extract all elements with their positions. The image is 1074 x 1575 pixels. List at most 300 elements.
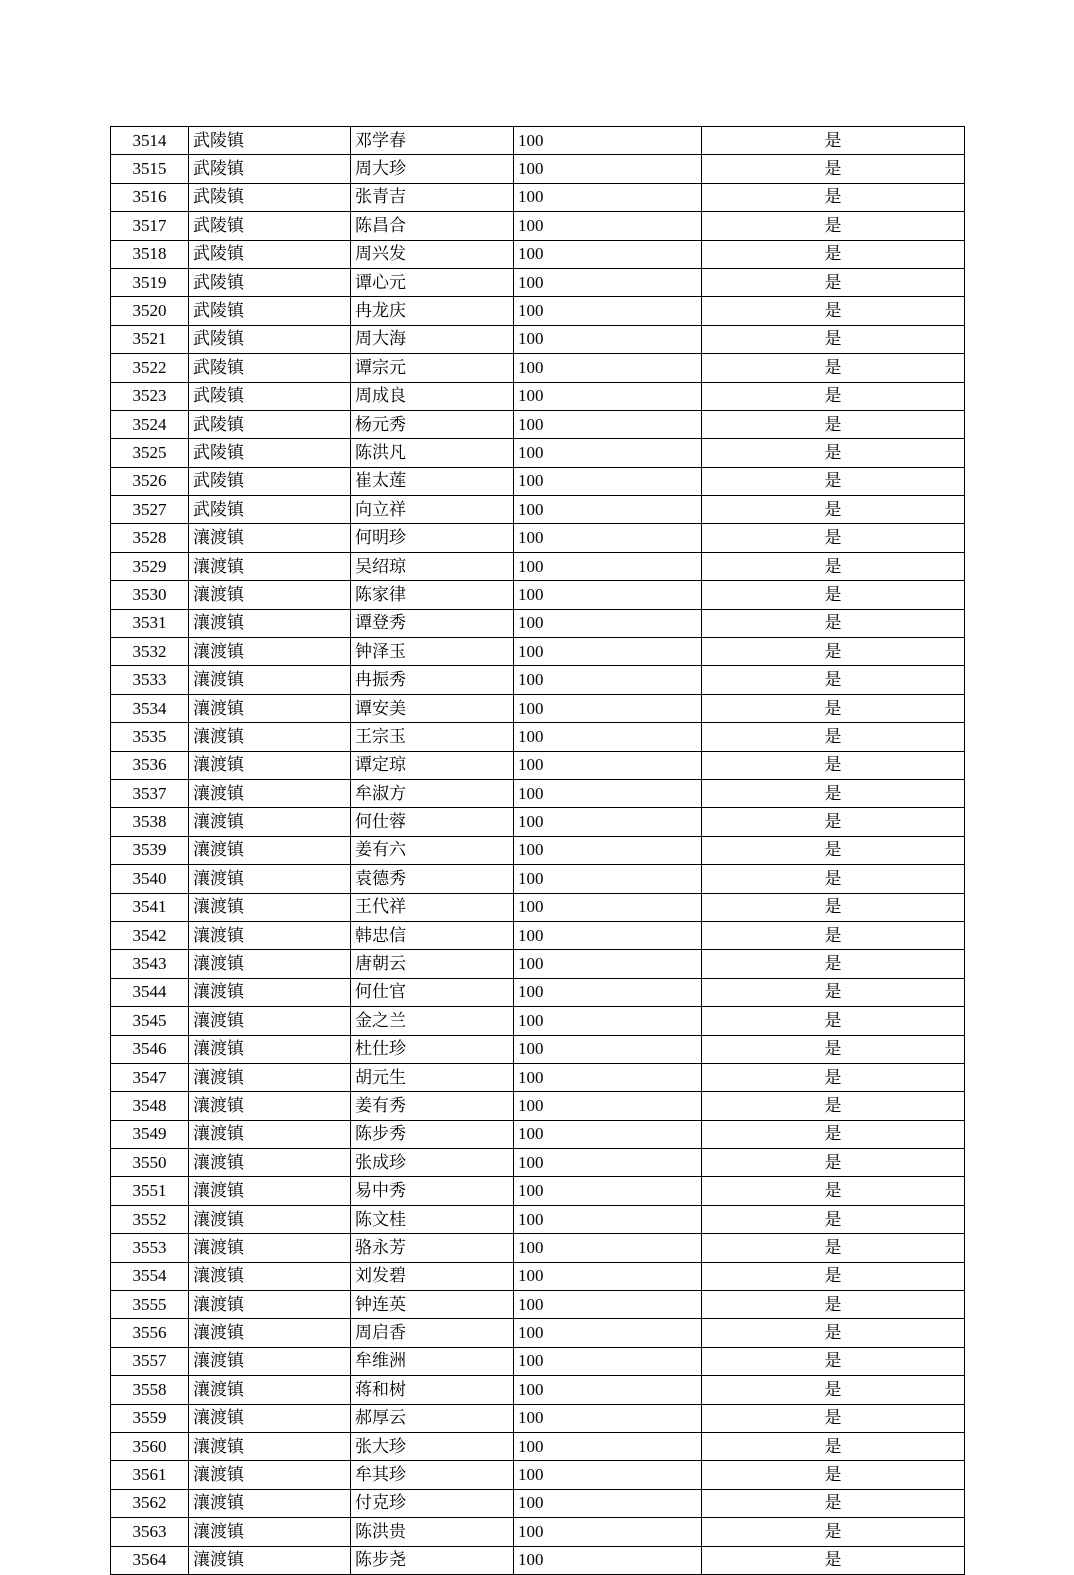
row-town-cell: 瀼渡镇 xyxy=(189,609,351,637)
row-amount-cell: 100 xyxy=(514,382,702,410)
row-flag-cell: 是 xyxy=(702,779,965,807)
table-row xyxy=(111,638,965,666)
table-row xyxy=(111,183,965,211)
row-town-cell: 瀼渡镇 xyxy=(189,694,351,722)
row-amount-cell: 100 xyxy=(514,240,702,268)
row-name-cell: 谭心元 xyxy=(351,268,514,296)
row-id-cell: 3545 xyxy=(111,1007,189,1035)
row-name-cell: 周成良 xyxy=(351,382,514,410)
row-town-cell: 瀼渡镇 xyxy=(189,893,351,921)
row-name-cell: 谭登秀 xyxy=(351,609,514,637)
row-name-cell: 陈昌合 xyxy=(351,212,514,240)
row-amount-cell: 100 xyxy=(514,638,702,666)
row-flag-cell: 是 xyxy=(702,183,965,211)
row-town-cell: 瀼渡镇 xyxy=(189,1291,351,1319)
row-amount-cell: 100 xyxy=(514,467,702,495)
table-row xyxy=(111,836,965,864)
row-amount-cell: 100 xyxy=(514,1546,702,1574)
row-town-cell: 武陵镇 xyxy=(189,325,351,353)
row-town-cell: 瀼渡镇 xyxy=(189,1347,351,1375)
table-row xyxy=(111,382,965,410)
row-id-cell: 3553 xyxy=(111,1234,189,1262)
row-flag-cell: 是 xyxy=(702,1461,965,1489)
row-flag-cell: 是 xyxy=(702,1262,965,1290)
row-name-cell: 张青吉 xyxy=(351,183,514,211)
row-id-cell: 3559 xyxy=(111,1404,189,1432)
row-town-cell: 瀼渡镇 xyxy=(189,1007,351,1035)
row-name-cell: 陈洪凡 xyxy=(351,439,514,467)
row-amount-cell: 100 xyxy=(514,751,702,779)
table-row xyxy=(111,950,965,978)
row-id-cell: 3516 xyxy=(111,183,189,211)
table-row xyxy=(111,581,965,609)
table-row xyxy=(111,496,965,524)
row-flag-cell: 是 xyxy=(702,893,965,921)
table-row xyxy=(111,325,965,353)
row-town-cell: 瀼渡镇 xyxy=(189,1120,351,1148)
row-amount-cell: 100 xyxy=(514,127,702,155)
row-flag-cell: 是 xyxy=(702,155,965,183)
row-town-cell: 瀼渡镇 xyxy=(189,1205,351,1233)
row-flag-cell: 是 xyxy=(702,865,965,893)
row-id-cell: 3549 xyxy=(111,1120,189,1148)
table-row xyxy=(111,808,965,836)
row-id-cell: 3528 xyxy=(111,524,189,552)
row-amount-cell: 100 xyxy=(514,723,702,751)
row-name-cell: 付克珍 xyxy=(351,1489,514,1517)
table-row xyxy=(111,1291,965,1319)
row-name-cell: 蒋和树 xyxy=(351,1376,514,1404)
row-id-cell: 3529 xyxy=(111,552,189,580)
row-flag-cell: 是 xyxy=(702,1404,965,1432)
row-flag-cell: 是 xyxy=(702,1177,965,1205)
row-town-cell: 武陵镇 xyxy=(189,183,351,211)
row-amount-cell: 100 xyxy=(514,921,702,949)
table-row xyxy=(111,1404,965,1432)
row-name-cell: 邓学春 xyxy=(351,127,514,155)
row-town-cell: 瀼渡镇 xyxy=(189,1262,351,1290)
table-row xyxy=(111,127,965,155)
row-amount-cell: 100 xyxy=(514,439,702,467)
row-id-cell: 3521 xyxy=(111,325,189,353)
row-flag-cell: 是 xyxy=(702,1120,965,1148)
row-name-cell: 冉龙庆 xyxy=(351,297,514,325)
row-flag-cell: 是 xyxy=(702,950,965,978)
table-row xyxy=(111,779,965,807)
table-row xyxy=(111,240,965,268)
row-flag-cell: 是 xyxy=(702,1035,965,1063)
row-name-cell: 牟其珍 xyxy=(351,1461,514,1489)
table-row xyxy=(111,155,965,183)
row-name-cell: 刘发碧 xyxy=(351,1262,514,1290)
row-id-cell: 3546 xyxy=(111,1035,189,1063)
row-amount-cell: 100 xyxy=(514,893,702,921)
row-amount-cell: 100 xyxy=(514,1461,702,1489)
row-town-cell: 武陵镇 xyxy=(189,410,351,438)
row-town-cell: 瀼渡镇 xyxy=(189,1063,351,1091)
row-flag-cell: 是 xyxy=(702,666,965,694)
row-id-cell: 3517 xyxy=(111,212,189,240)
table-row xyxy=(111,1149,965,1177)
row-town-cell: 武陵镇 xyxy=(189,439,351,467)
row-amount-cell: 100 xyxy=(514,1489,702,1517)
row-id-cell: 3527 xyxy=(111,496,189,524)
table-row xyxy=(111,1432,965,1460)
row-flag-cell: 是 xyxy=(702,1205,965,1233)
row-amount-cell: 100 xyxy=(514,1149,702,1177)
table-row xyxy=(111,1376,965,1404)
row-id-cell: 3556 xyxy=(111,1319,189,1347)
table-row xyxy=(111,524,965,552)
table-row xyxy=(111,978,965,1006)
row-name-cell: 陈步秀 xyxy=(351,1120,514,1148)
row-flag-cell: 是 xyxy=(702,751,965,779)
row-flag-cell: 是 xyxy=(702,694,965,722)
table-row xyxy=(111,1347,965,1375)
row-amount-cell: 100 xyxy=(514,1205,702,1233)
row-id-cell: 3533 xyxy=(111,666,189,694)
row-name-cell: 吴绍琼 xyxy=(351,552,514,580)
row-name-cell: 王代祥 xyxy=(351,893,514,921)
table-row xyxy=(111,1489,965,1517)
table-row xyxy=(111,1518,965,1546)
row-amount-cell: 100 xyxy=(514,1120,702,1148)
row-id-cell: 3522 xyxy=(111,354,189,382)
row-id-cell: 3562 xyxy=(111,1489,189,1517)
table-row xyxy=(111,1007,965,1035)
row-id-cell: 3530 xyxy=(111,581,189,609)
table-row xyxy=(111,1120,965,1148)
row-town-cell: 武陵镇 xyxy=(189,382,351,410)
table-row xyxy=(111,1035,965,1063)
row-amount-cell: 100 xyxy=(514,212,702,240)
row-flag-cell: 是 xyxy=(702,1376,965,1404)
row-name-cell: 胡元生 xyxy=(351,1063,514,1091)
row-id-cell: 3557 xyxy=(111,1347,189,1375)
row-flag-cell: 是 xyxy=(702,467,965,495)
row-amount-cell: 100 xyxy=(514,836,702,864)
row-amount-cell: 100 xyxy=(514,1035,702,1063)
row-id-cell: 3542 xyxy=(111,921,189,949)
row-flag-cell: 是 xyxy=(702,325,965,353)
row-name-cell: 钟泽玉 xyxy=(351,638,514,666)
row-name-cell: 周大珍 xyxy=(351,155,514,183)
row-town-cell: 武陵镇 xyxy=(189,155,351,183)
row-amount-cell: 100 xyxy=(514,1404,702,1432)
table-row xyxy=(111,1234,965,1262)
row-amount-cell: 100 xyxy=(514,865,702,893)
row-flag-cell: 是 xyxy=(702,1489,965,1517)
row-town-cell: 瀼渡镇 xyxy=(189,723,351,751)
row-town-cell: 武陵镇 xyxy=(189,467,351,495)
row-id-cell: 3539 xyxy=(111,836,189,864)
row-id-cell: 3524 xyxy=(111,410,189,438)
row-name-cell: 何仕蓉 xyxy=(351,808,514,836)
row-id-cell: 3518 xyxy=(111,240,189,268)
table-row xyxy=(111,354,965,382)
row-town-cell: 武陵镇 xyxy=(189,240,351,268)
row-amount-cell: 100 xyxy=(514,552,702,580)
row-town-cell: 瀼渡镇 xyxy=(189,1489,351,1517)
row-flag-cell: 是 xyxy=(702,1234,965,1262)
row-flag-cell: 是 xyxy=(702,921,965,949)
row-name-cell: 何明珍 xyxy=(351,524,514,552)
table-row xyxy=(111,1177,965,1205)
table-row xyxy=(111,297,965,325)
row-town-cell: 瀼渡镇 xyxy=(189,1149,351,1177)
row-name-cell: 韩忠信 xyxy=(351,921,514,949)
table-row xyxy=(111,1461,965,1489)
row-id-cell: 3550 xyxy=(111,1149,189,1177)
row-flag-cell: 是 xyxy=(702,1291,965,1319)
table-row xyxy=(111,751,965,779)
table-row xyxy=(111,212,965,240)
row-flag-cell: 是 xyxy=(702,638,965,666)
row-amount-cell: 100 xyxy=(514,1347,702,1375)
row-id-cell: 3535 xyxy=(111,723,189,751)
roster-table xyxy=(110,126,965,1575)
row-id-cell: 3554 xyxy=(111,1262,189,1290)
table-row xyxy=(111,723,965,751)
row-name-cell: 姜有秀 xyxy=(351,1092,514,1120)
row-id-cell: 3514 xyxy=(111,127,189,155)
row-name-cell: 崔太莲 xyxy=(351,467,514,495)
row-town-cell: 瀼渡镇 xyxy=(189,865,351,893)
row-amount-cell: 100 xyxy=(514,1518,702,1546)
row-amount-cell: 100 xyxy=(514,950,702,978)
table-row xyxy=(111,467,965,495)
row-id-cell: 3555 xyxy=(111,1291,189,1319)
table-row xyxy=(111,1262,965,1290)
row-name-cell: 陈洪贵 xyxy=(351,1518,514,1546)
row-amount-cell: 100 xyxy=(514,978,702,1006)
row-amount-cell: 100 xyxy=(514,325,702,353)
row-id-cell: 3560 xyxy=(111,1432,189,1460)
row-town-cell: 瀼渡镇 xyxy=(189,666,351,694)
table-row xyxy=(111,552,965,580)
row-town-cell: 瀼渡镇 xyxy=(189,581,351,609)
row-id-cell: 3540 xyxy=(111,865,189,893)
row-flag-cell: 是 xyxy=(702,127,965,155)
row-name-cell: 牟维洲 xyxy=(351,1347,514,1375)
row-town-cell: 瀼渡镇 xyxy=(189,552,351,580)
row-name-cell: 张成珍 xyxy=(351,1149,514,1177)
row-name-cell: 谭安美 xyxy=(351,694,514,722)
table-row xyxy=(111,1546,965,1574)
row-town-cell: 瀼渡镇 xyxy=(189,1432,351,1460)
table-row xyxy=(111,921,965,949)
row-town-cell: 武陵镇 xyxy=(189,127,351,155)
row-town-cell: 瀼渡镇 xyxy=(189,1404,351,1432)
row-name-cell: 钟连英 xyxy=(351,1291,514,1319)
row-name-cell: 冉振秀 xyxy=(351,666,514,694)
row-amount-cell: 100 xyxy=(514,155,702,183)
table-row xyxy=(111,1319,965,1347)
row-name-cell: 何仕官 xyxy=(351,978,514,1006)
row-name-cell: 向立祥 xyxy=(351,496,514,524)
row-name-cell: 陈家律 xyxy=(351,581,514,609)
row-town-cell: 瀼渡镇 xyxy=(189,1376,351,1404)
row-amount-cell: 100 xyxy=(514,1177,702,1205)
row-town-cell: 武陵镇 xyxy=(189,212,351,240)
row-flag-cell: 是 xyxy=(702,496,965,524)
row-name-cell: 谭宗元 xyxy=(351,354,514,382)
row-town-cell: 瀼渡镇 xyxy=(189,524,351,552)
row-id-cell: 3520 xyxy=(111,297,189,325)
row-id-cell: 3544 xyxy=(111,978,189,1006)
row-flag-cell: 是 xyxy=(702,297,965,325)
row-amount-cell: 100 xyxy=(514,297,702,325)
row-id-cell: 3543 xyxy=(111,950,189,978)
row-amount-cell: 100 xyxy=(514,1432,702,1460)
row-name-cell: 袁德秀 xyxy=(351,865,514,893)
row-amount-cell: 100 xyxy=(514,1007,702,1035)
row-name-cell: 张大珍 xyxy=(351,1432,514,1460)
row-amount-cell: 100 xyxy=(514,1291,702,1319)
row-id-cell: 3534 xyxy=(111,694,189,722)
row-flag-cell: 是 xyxy=(702,439,965,467)
row-flag-cell: 是 xyxy=(702,1007,965,1035)
row-town-cell: 瀼渡镇 xyxy=(189,1234,351,1262)
row-amount-cell: 100 xyxy=(514,524,702,552)
row-id-cell: 3536 xyxy=(111,751,189,779)
table-row xyxy=(111,609,965,637)
row-town-cell: 瀼渡镇 xyxy=(189,808,351,836)
row-flag-cell: 是 xyxy=(702,382,965,410)
row-amount-cell: 100 xyxy=(514,581,702,609)
row-name-cell: 牟淑方 xyxy=(351,779,514,807)
row-flag-cell: 是 xyxy=(702,978,965,1006)
row-amount-cell: 100 xyxy=(514,1319,702,1347)
row-amount-cell: 100 xyxy=(514,410,702,438)
row-town-cell: 瀼渡镇 xyxy=(189,978,351,1006)
table-row xyxy=(111,1092,965,1120)
row-id-cell: 3558 xyxy=(111,1376,189,1404)
row-flag-cell: 是 xyxy=(702,410,965,438)
row-town-cell: 瀼渡镇 xyxy=(189,1035,351,1063)
row-id-cell: 3523 xyxy=(111,382,189,410)
row-flag-cell: 是 xyxy=(702,581,965,609)
row-amount-cell: 100 xyxy=(514,1234,702,1262)
row-flag-cell: 是 xyxy=(702,1092,965,1120)
row-flag-cell: 是 xyxy=(702,723,965,751)
table-row xyxy=(111,893,965,921)
row-id-cell: 3563 xyxy=(111,1518,189,1546)
row-id-cell: 3537 xyxy=(111,779,189,807)
row-name-cell: 陈文桂 xyxy=(351,1205,514,1233)
row-id-cell: 3561 xyxy=(111,1461,189,1489)
row-town-cell: 瀼渡镇 xyxy=(189,1461,351,1489)
row-name-cell: 易中秀 xyxy=(351,1177,514,1205)
roster-table-body xyxy=(111,127,965,1575)
row-name-cell: 杨元秀 xyxy=(351,410,514,438)
table-row xyxy=(111,1205,965,1233)
row-name-cell: 陈步尧 xyxy=(351,1546,514,1574)
table-row xyxy=(111,694,965,722)
row-amount-cell: 100 xyxy=(514,666,702,694)
row-name-cell: 王宗玉 xyxy=(351,723,514,751)
row-amount-cell: 100 xyxy=(514,1376,702,1404)
row-amount-cell: 100 xyxy=(514,609,702,637)
row-town-cell: 武陵镇 xyxy=(189,268,351,296)
row-name-cell: 谭定琼 xyxy=(351,751,514,779)
row-id-cell: 3541 xyxy=(111,893,189,921)
row-flag-cell: 是 xyxy=(702,268,965,296)
row-flag-cell: 是 xyxy=(702,1546,965,1574)
table-row xyxy=(111,268,965,296)
row-town-cell: 武陵镇 xyxy=(189,354,351,382)
row-id-cell: 3547 xyxy=(111,1063,189,1091)
row-amount-cell: 100 xyxy=(514,694,702,722)
row-amount-cell: 100 xyxy=(514,496,702,524)
row-id-cell: 3531 xyxy=(111,609,189,637)
row-id-cell: 3564 xyxy=(111,1546,189,1574)
table-row xyxy=(111,666,965,694)
row-name-cell: 周启香 xyxy=(351,1319,514,1347)
row-town-cell: 瀼渡镇 xyxy=(189,1319,351,1347)
row-town-cell: 武陵镇 xyxy=(189,297,351,325)
row-id-cell: 3515 xyxy=(111,155,189,183)
row-name-cell: 郝厚云 xyxy=(351,1404,514,1432)
row-town-cell: 瀼渡镇 xyxy=(189,836,351,864)
row-town-cell: 瀼渡镇 xyxy=(189,950,351,978)
row-amount-cell: 100 xyxy=(514,779,702,807)
row-amount-cell: 100 xyxy=(514,808,702,836)
table-row xyxy=(111,410,965,438)
row-name-cell: 唐朝云 xyxy=(351,950,514,978)
row-flag-cell: 是 xyxy=(702,1149,965,1177)
row-flag-cell: 是 xyxy=(702,836,965,864)
row-town-cell: 瀼渡镇 xyxy=(189,751,351,779)
row-flag-cell: 是 xyxy=(702,240,965,268)
row-id-cell: 3519 xyxy=(111,268,189,296)
row-flag-cell: 是 xyxy=(702,212,965,240)
row-town-cell: 瀼渡镇 xyxy=(189,1546,351,1574)
row-amount-cell: 100 xyxy=(514,268,702,296)
row-name-cell: 金之兰 xyxy=(351,1007,514,1035)
row-id-cell: 3532 xyxy=(111,638,189,666)
row-flag-cell: 是 xyxy=(702,1319,965,1347)
row-town-cell: 瀼渡镇 xyxy=(189,1518,351,1546)
row-amount-cell: 100 xyxy=(514,1262,702,1290)
row-town-cell: 瀼渡镇 xyxy=(189,779,351,807)
row-flag-cell: 是 xyxy=(702,552,965,580)
row-town-cell: 瀼渡镇 xyxy=(189,1092,351,1120)
row-amount-cell: 100 xyxy=(514,183,702,211)
row-flag-cell: 是 xyxy=(702,524,965,552)
row-name-cell: 杜仕珍 xyxy=(351,1035,514,1063)
row-flag-cell: 是 xyxy=(702,609,965,637)
table-row xyxy=(111,439,965,467)
table-row xyxy=(111,1063,965,1091)
row-flag-cell: 是 xyxy=(702,1432,965,1460)
row-id-cell: 3551 xyxy=(111,1177,189,1205)
row-name-cell: 周大海 xyxy=(351,325,514,353)
row-id-cell: 3526 xyxy=(111,467,189,495)
table-row xyxy=(111,865,965,893)
row-amount-cell: 100 xyxy=(514,354,702,382)
row-id-cell: 3538 xyxy=(111,808,189,836)
row-flag-cell: 是 xyxy=(702,354,965,382)
row-town-cell: 瀼渡镇 xyxy=(189,638,351,666)
row-amount-cell: 100 xyxy=(514,1063,702,1091)
row-id-cell: 3525 xyxy=(111,439,189,467)
row-flag-cell: 是 xyxy=(702,808,965,836)
row-amount-cell: 100 xyxy=(514,1092,702,1120)
row-flag-cell: 是 xyxy=(702,1063,965,1091)
row-id-cell: 3552 xyxy=(111,1205,189,1233)
row-town-cell: 瀼渡镇 xyxy=(189,921,351,949)
